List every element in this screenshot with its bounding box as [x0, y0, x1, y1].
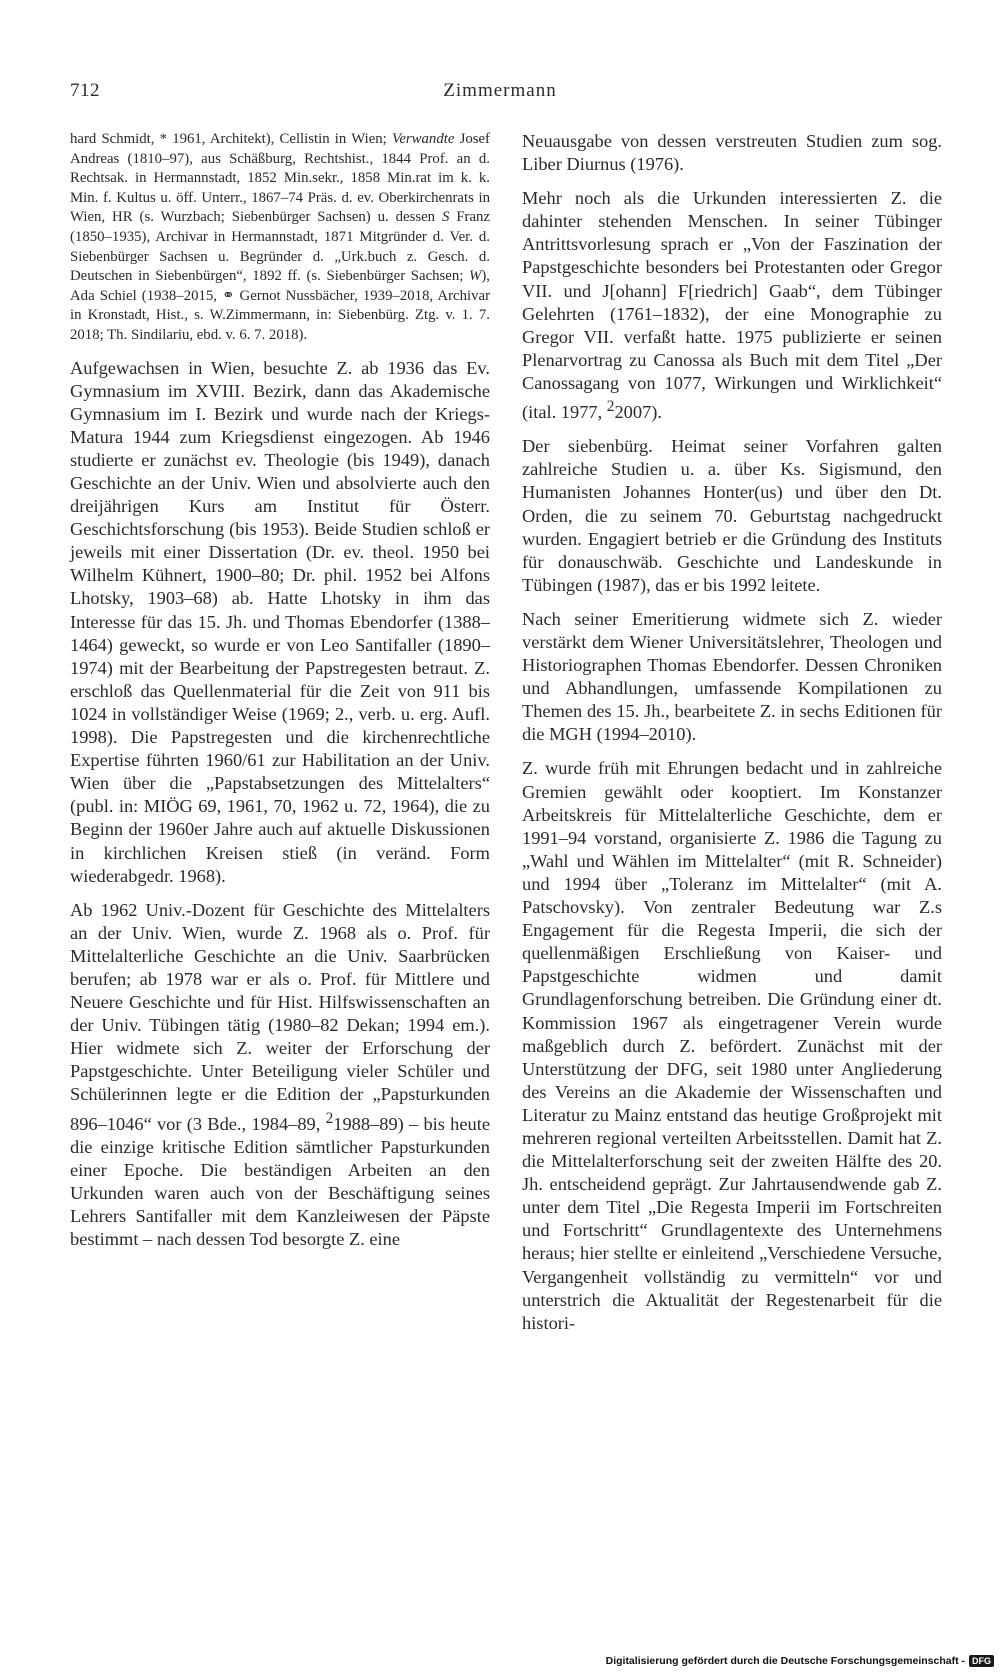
biography-paragraph: Nach seiner Emeritierung widmete sich Z. wieder verstärkt dem Wiener Universitätslehrer, Theologen und Historiographen Thomas Ebendorfer. Dessen Chroniken und Abhandlungen, umfassende Kompilationen zu Themen des 15. Jh., bearbeitete Z. in sechs Editionen für die MGH (1994–2010). [522, 608, 942, 745]
edition-superscript: 2 [606, 398, 615, 416]
biography-paragraph [70, 899, 490, 1252]
family-note-text: hard Schmidt, * 1961, Architekt), Cellistin in Wien; [70, 131, 392, 147]
family-note [70, 130, 490, 346]
paragraph-text: Ab 1962 Univ.-Dozent für Geschichte des Mittelalters an der Univ. Wien, wurde Z. 1968 als o. Prof. für Mittelalterliche Geschichte an die Univ. Saarbrücken berufen; ab 1978 war er als o. Prof. für Mittlere und Neuere Geschichte und für Hist. Hilfswissenschaften an der Univ. Tübingen tätig (1980–82 Dekan; 1994 em.). Hier widmete sich Z. weiter der Erforschung der Papstgeschichte. Unter Beteiligung vieler Schüler und Schülerinnen legte er die Edition der „Papsturkunden 896–1046“ vor (3 Bde., 1984–89, [70, 899, 490, 1134]
biography-paragraph: Aufgewachsen in Wien, besuchte Z. ab 1936 das Ev. Gymnasium im XVIII. Bezirk, dann das Akademische Gymnasium im I. Bezirk und wurde nach der Kriegs-Matura 1944 zum Kriegsdienst eingezogen. Ab 1946 studierte er zunächst ev. Theologie (bis 1949), danach Geschichte an der Univ. Wien und absolvierte auch den dreijährigen Kurs am Institut für Österr. Geschichtsforschung (bis 1953). Beide Studien schloß er jeweils mit einer Dissertation (Dr. ev. theol. 1950 bei Wilhelm Kühnert, 1900–80; Dr. phil. 1952 bei Alfons Lhotsky, 1903–68) ab. Hatte Lhotsky in ihm das Interesse für das 15. Jh. und Thomas Ebendorfer (1388–1464) geweckt, so wurde er von Leo Santifaller (1890–1974) mit der Bearbeitung der Papstregesten betraut. Z. erschloß das Quellenmaterial für die Zeit von 911 bis 1024 in vollständiger Weise (1969; 2., verb. u. erg. Aufl. 1998). Die Papstregesten und die kirchenrechtliche Expertise führten 1960/61 zur Habilitation an der Univ. Wien über die „Papstabsetzungen des Mittelalters“ (publ. in: MIÖG 69, 1961, 70, 1962 u. 72, 1964), die zu Beginn der 1960er Jahre auch auf aktuelle Diskussionen in kirchlichen Kreisen stieß (in veränd. Form wiederabgedr. 1968). [70, 357, 490, 886]
family-note-italic: W [469, 268, 482, 285]
page-header [70, 80, 930, 108]
family-note-text: Franz (1850–1935), Archivar in Hermannstadt, 1871 Mitgründer d. Ver. d. Siebenbürger Sachsen u. Begründer d. „Urk.buch z. Gesch. d. Deutschen in Siebenbürgen“, 1892 ff. (s. Siebenbürger Sachsen; [70, 209, 491, 285]
footer-text: Digitalisierung gefördert durch die Deutsche Forschungsgemeinschaft - [605, 1655, 965, 1667]
family-note-text: ), Ada Schiel (1938–2015, ⚭ Gernot Nussbächer, 1939–2018, Archivar in Kronstadt, Hist., s. W.Zimmermann, in: Siebenbürg. Ztg. v. 1. 7. 2018; Th. Sindilariu, ebd. v. 6. 7. 2018). [70, 268, 490, 343]
right-column [522, 130, 942, 1346]
digitization-footer [606, 1653, 994, 1669]
dfg-logo: DFG [969, 1655, 994, 1667]
paragraph-text: 2007). [614, 402, 662, 423]
edition-superscript: 2 [325, 1109, 334, 1127]
biography-paragraph: Z. wurde früh mit Ehrungen bedacht und in zahlreiche Gremien gewählt oder kooptiert. Im Konstanzer Arbeitskreis für Mittelalterliche Geschichte, dem er 1991–94 vorstand, organisierte Z. 1986 die Tagung zu „Wahl und Wählen im Mittelalter“ (mit R. Schneider) und 1994 über „Toleranz im Mittelalter“ (mit A. Patschovsky). Von zentraler Bedeutung war Z.s Engagement für die Regesta Imperii, die sich der quellenmäßigen Erschließung von Kaiser- und Papstgeschichte widmen und damit Grundlagenforschung betreiben. Die Gründung einer dt. Kommission 1967 als eingetragener Verein wurde maßgeblich durch Z. befördert. Zunächst mit der Unterstützung der DFG, seit 1980 unter Angliederung des Vereins an die Akademie der Wissenschaften und Literatur zu Mainz entstand das heutige Großprojekt mit mehreren regional verteilten Arbeitsstellen. Damit hat Z. die Mittelalterforschung seit der zweiten Hälfte des 20. Jh. entscheidend geprägt. Zur Jahrtausendwende gab Z. unter dem Titel „Die Regesta Imperii im Fortschreiten und Fortschritt“ Grundlagentexte des Unternehmens heraus; hier stellte er einleitend „Verschiedene Versuche, Vergangenheit vollständig zu vermitteln“ vor und unterstrich die Aktualität der Regestenarbeit für die histori- [522, 758, 942, 1333]
family-note-italic: Verwandte [391, 131, 455, 147]
paragraph-text: 1988–89) – bis heute die einzige kritische Edition sämtlicher Papsturkunden einer Epoche. Die beständigen Arbeiten an den Urkunden waren auch von der Beschäftigung seines Lehrers Santifaller mit dem Kanzleiwesen der Päpste bestimmt – nach dessen Tod besorgte Z. eine [70, 1113, 490, 1250]
biography-paragraph: Neuausgabe von dessen verstreuten Studien zum sog. Liber Diurnus (1976). [522, 131, 942, 175]
family-note-italic: S [442, 209, 450, 226]
paragraph-text: Mehr noch als die Urkunden interessierten Z. die dahinter stehenden Menschen. In seiner Tübinger Antrittsvorlesung sprach er „Von der Faszination der Papstgeschichte besonders bei Protestanten oder Gregor VII. und J[ohann] F[riedrich] Gaab“, dem Tübinger Gelehrten (1761–1832), der eine Monographie zu Gregor VII. verfaßt hatte. 1975 publizierte er seinen Plenarvortrag zu Canossa als Buch mit dem Titel „Der Canossagang von 1077, Wirkungen und Wirklichkeit“ (ital. 1977, [522, 188, 942, 423]
left-column [70, 130, 490, 1262]
family-note-text: Josef Andreas (1810–97), aus Schäßburg, Rechtshist., 1844 Prof. an d. Rechtsak. in Hermannstadt, 1852 Min.sekr., 1858 Min.rat im k. k. Min. f. Kultus u. öff. Unterr., 1867–74 Präs. d. ev. Oberkirchenrats in Wien, HR (s. Wurzbach; Siebenbürger Sachsen) u. dessen [70, 131, 490, 226]
biography-paragraph [522, 187, 942, 424]
biography-paragraph: Der siebenbürg. Heimat seiner Vorfahren galten zahlreiche Studien u. a. über Ks. Sigismund, den Humanisten Johannes Honter(us) und über den Dt. Orden, die zu seinem 70. Geburtstag nachgedruckt wurden. Engagiert betrieb er die Gründung des Instituts für donauschwäb. Geschichte und Landeskunde in Tübingen (1987), das er bis 1992 leitete. [522, 436, 942, 595]
running-head: Zimmermann [443, 80, 557, 101]
page-number: 712 [70, 80, 100, 101]
